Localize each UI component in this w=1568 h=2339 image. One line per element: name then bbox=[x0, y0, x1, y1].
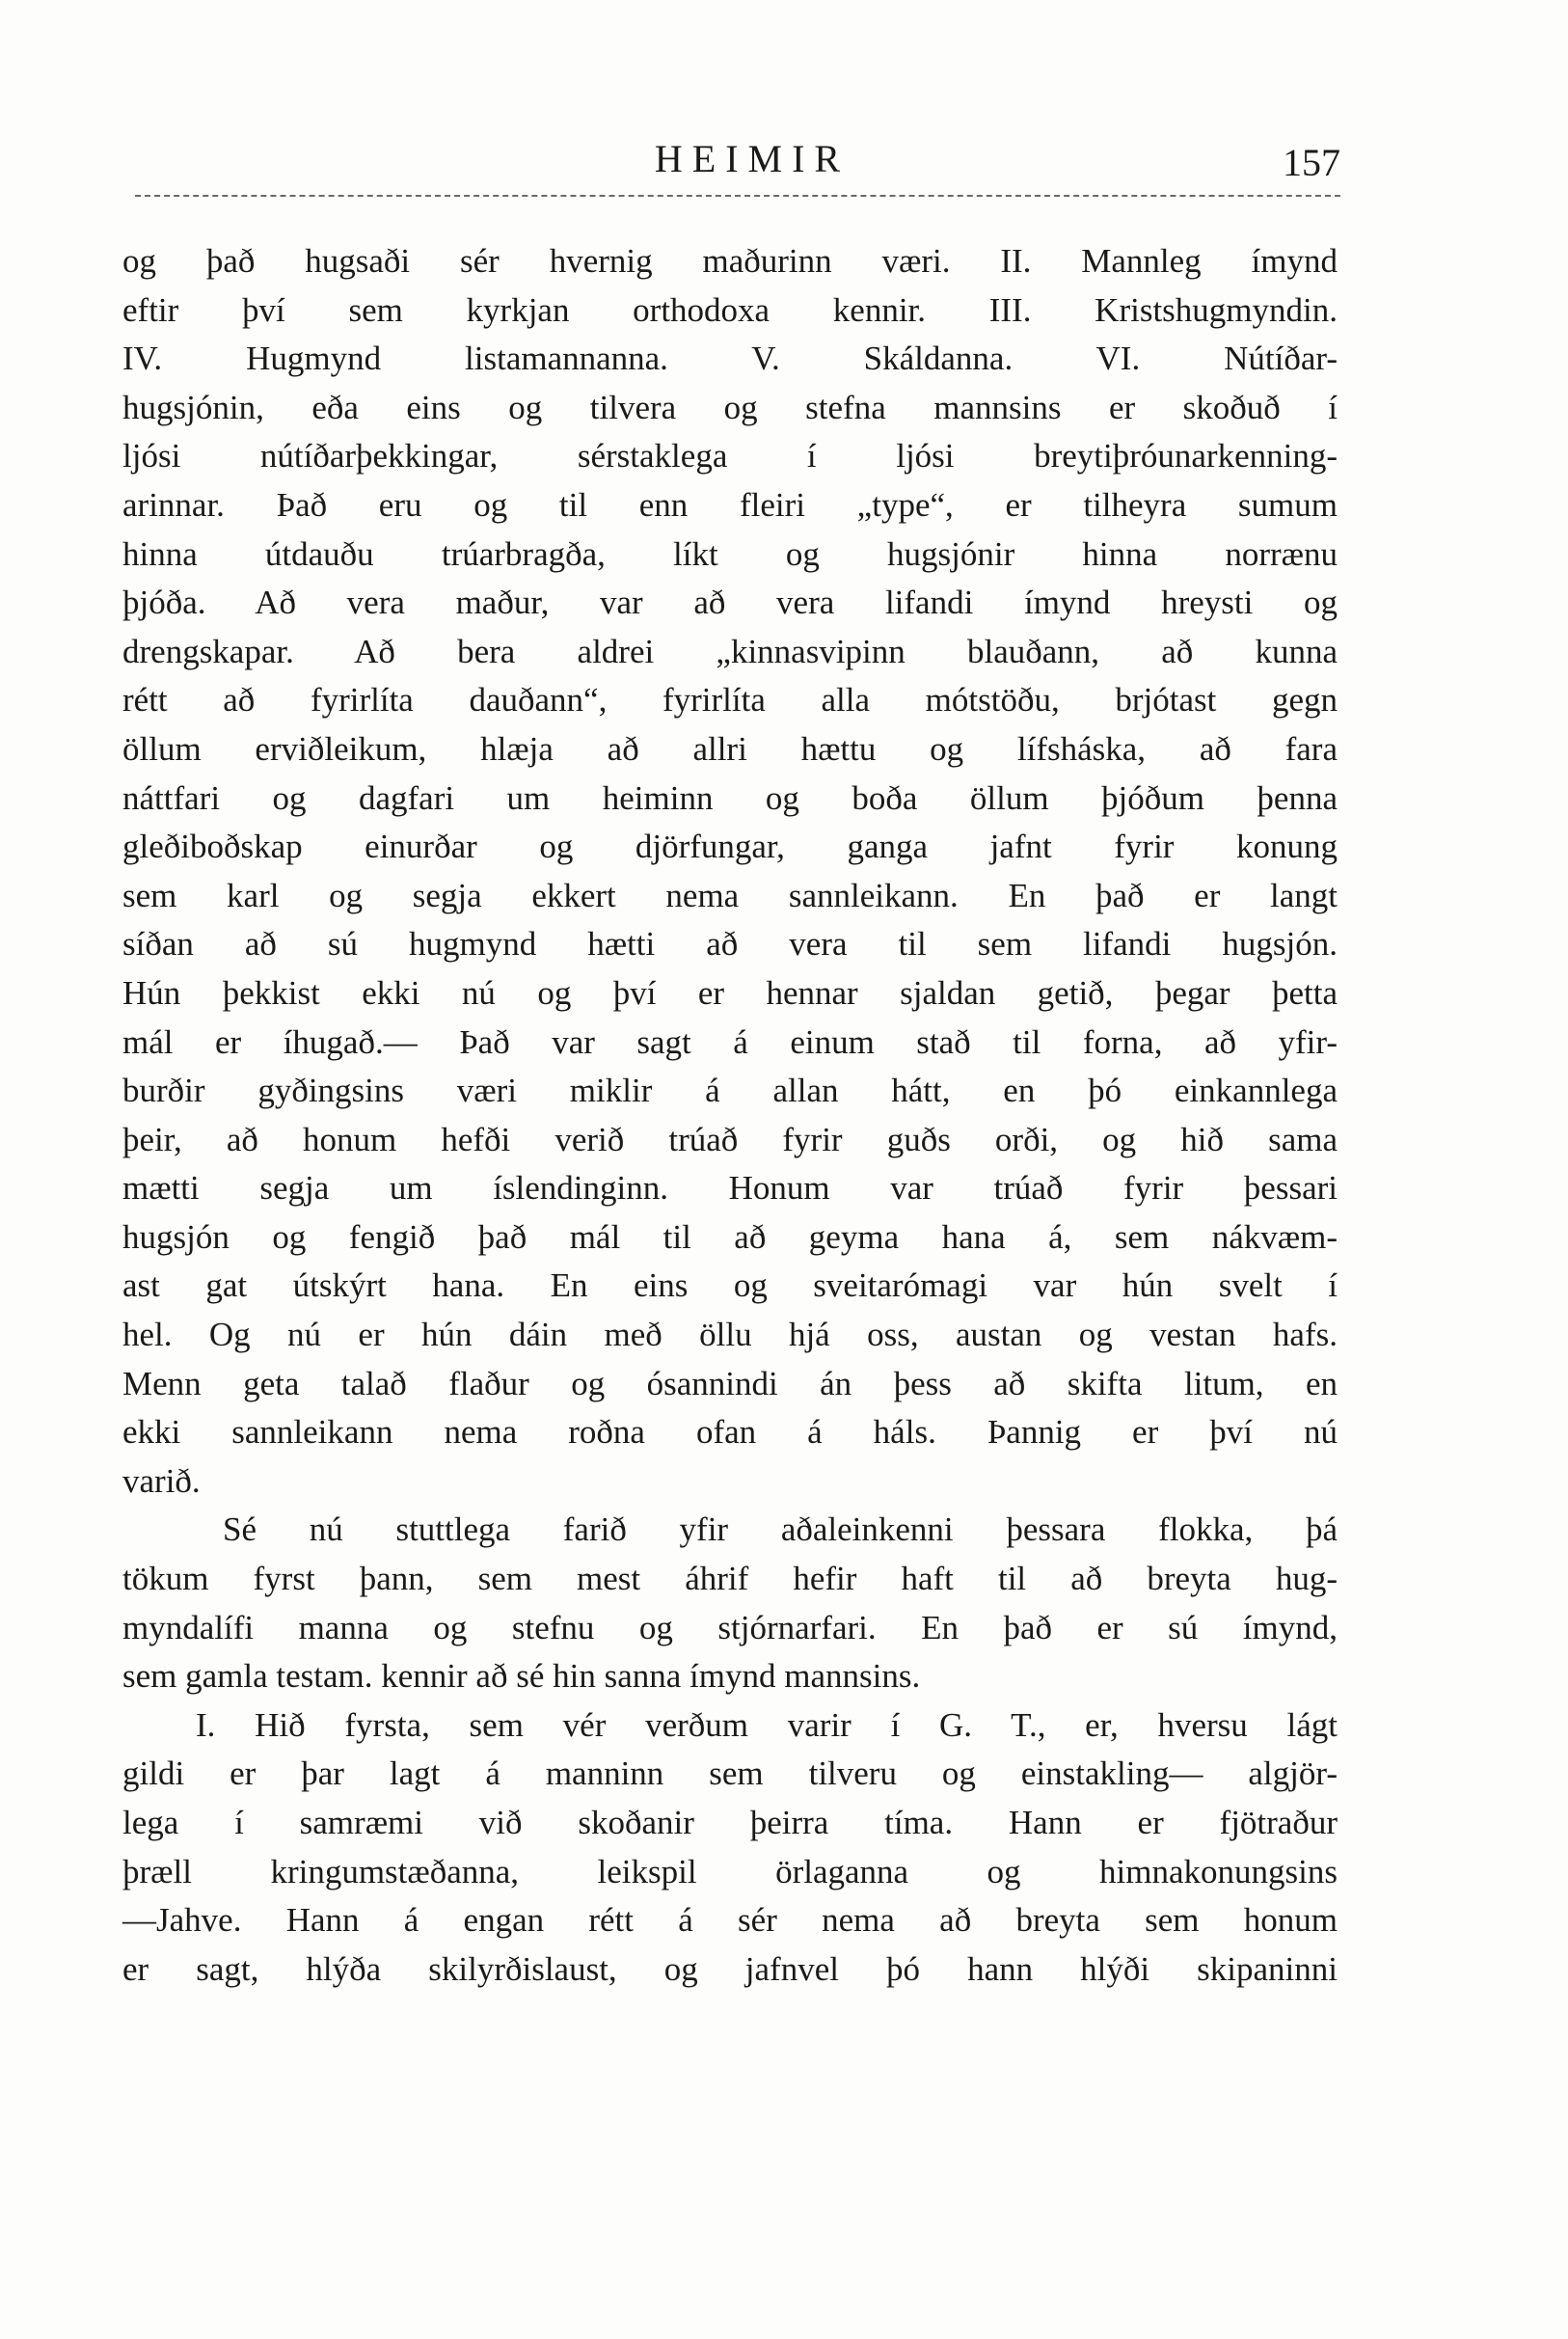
text-line: náttfari og dagfari um heiminn og boða öllum þjóðum þenna bbox=[122, 778, 1338, 817]
text-line: mál er íhugað.— Það var sagt á einum stað til forna, að yfir- bbox=[122, 1022, 1338, 1061]
text-line: þjóða. Að vera maður, var að vera lifandi ímynd hreysti og bbox=[122, 584, 1338, 622]
text-line: arinnar. Það eru og til enn fleiri „type“, er tilheyra sumum bbox=[122, 485, 1338, 524]
text-line: —Jahve. Hann á engan rétt á sér nema að breyta sem honum bbox=[122, 1901, 1338, 1940]
text-line: sem karl og segja ekkert nema sannleikann. En það er langt bbox=[122, 876, 1338, 914]
text-line: hugsjón og fengið það mál til að geyma hana á, sem nákvæm- bbox=[122, 1217, 1338, 1256]
text-line: lega í samræmi við skoðanir þeirra tíma. Hann er fjötraður bbox=[122, 1804, 1338, 1841]
text-line-paragraph-start: Sé nú stuttlega farið yfir aðaleinkenni þessara flokka, þá bbox=[223, 1510, 1338, 1549]
text-line: þeir, að honum hefði verið trúað fyrir guðs orði, og hið sama bbox=[122, 1120, 1338, 1158]
text-line-paragraph-start: I. Hið fyrsta, sem vér verðum varir í G. T., er, hversu lágt bbox=[196, 1705, 1338, 1744]
text-line: drengskapar. Að bera aldrei „kinnasvipinn blauðann, að kunna bbox=[122, 632, 1338, 670]
text-line: tökum fyrst þann, sem mest áhrif hefir haft til að breyta hug- bbox=[122, 1560, 1338, 1598]
page-number: 157 bbox=[1283, 141, 1340, 184]
text-line: þræll kringumstæðanna, leikspil örlaganna og himnakonungsins bbox=[122, 1852, 1338, 1890]
text-line: IV. Hugmynd listamannanna. V. Skáldanna. VI. Nútíðar- bbox=[122, 340, 1338, 378]
text-line: myndalífi manna og stefnu og stjórnarfari. En það er sú ímynd, bbox=[122, 1608, 1338, 1646]
text-line: hel. Og nú er hún dáin með öllu hjá oss, austan og vestan hafs. bbox=[122, 1316, 1338, 1354]
text-line-paragraph-end: sem gamla testam. kennir að sé hin sanna ímynd mannsins. bbox=[122, 1657, 921, 1696]
text-line: Hún þekkist ekki nú og því er hennar sjaldan getið, þegar þetta bbox=[122, 973, 1338, 1012]
body-text bbox=[122, 237, 1338, 1994]
running-head bbox=[0, 125, 1568, 193]
text-line: öllum erviðleikum, hlæja að allri hættu og lífsháska, að fara bbox=[122, 729, 1338, 768]
text-line: er sagt, hlýða skilyrðislaust, og jafnvel þó hann hlýði skipaninni bbox=[122, 1949, 1338, 1988]
text-line: og það hugsaði sér hvernig maðurinn væri. II. Mannleg ímynd bbox=[122, 242, 1338, 280]
text-line: ekki sannleikann nema roðna ofan á háls. Þannig er því nú bbox=[122, 1413, 1338, 1452]
text-line: gildi er þar lagt á manninn sem tilveru og einstakling— algjör- bbox=[122, 1754, 1338, 1793]
text-line: gleðiboðskap einurðar og djörfungar, ganga jafnt fyrir konung bbox=[122, 828, 1338, 866]
text-line: ast gat útskýrt hana. En eins og sveitarómagi var hún svelt í bbox=[122, 1266, 1338, 1305]
text-line: síðan að sú hugmynd hætti að vera til sem lifandi hugsjón. bbox=[122, 925, 1338, 964]
text-line-paragraph-end: varið. bbox=[122, 1461, 201, 1500]
text-line: ljósi nútíðarþekkingar, sérstaklega í ljósi breytiþróunarkenning- bbox=[122, 437, 1338, 476]
text-line: hinna útdauðu trúarbragða, líkt og hugsjónir hinna norrænu bbox=[122, 534, 1338, 573]
header-rule bbox=[135, 195, 1340, 197]
text-line: mætti segja um íslendinginn. Honum var trúað fyrir þessari bbox=[122, 1169, 1338, 1208]
text-line: hugsjónin, eða eins og tilvera og stefna mannsins er skoðuð í bbox=[122, 388, 1338, 426]
text-line: Menn geta talað flaður og ósannindi án þess að skifta litum, en bbox=[122, 1364, 1338, 1402]
text-line: eftir því sem kyrkjan orthodoxa kennir. III. Kristshugmyndin. bbox=[122, 290, 1338, 329]
running-title: HEIMIR bbox=[654, 137, 851, 180]
text-line: rétt að fyrirlíta dauðann“, fyrirlíta alla mótstöðu, brjótast gegn bbox=[122, 681, 1338, 720]
text-line: burðir gyðingsins væri miklir á allan hátt, en þó einkannlega bbox=[122, 1072, 1338, 1110]
